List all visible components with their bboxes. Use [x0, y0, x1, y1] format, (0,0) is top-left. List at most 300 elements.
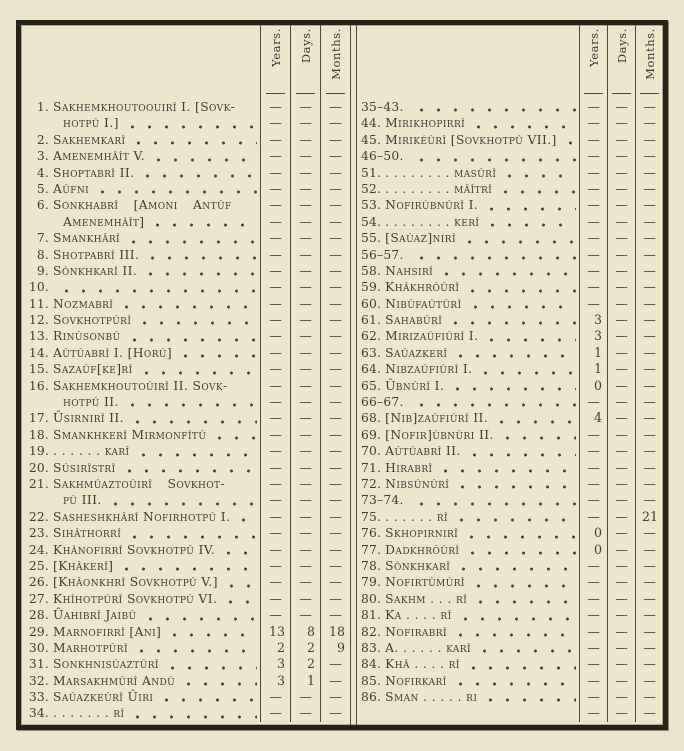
- entry-number: [21, 115, 49, 131]
- cell-months: —: [320, 132, 350, 148]
- entry-number: 25.: [28, 558, 49, 573]
- col-header-years-label: Years.: [268, 28, 283, 67]
- entry-name: Ûbnûrî I.: [385, 378, 445, 393]
- leader-dots: [474, 640, 576, 656]
- cell-months: —: [635, 542, 663, 558]
- table-row: [21, 328, 350, 344]
- entry-name: Khâ . . . . rî: [385, 657, 460, 672]
- cell-months: —: [635, 525, 663, 541]
- table-row: [357, 312, 663, 328]
- entry-name: pû III.: [63, 493, 102, 508]
- cell-months: —: [635, 263, 663, 279]
- entry-name: Hirabrî: [385, 460, 433, 475]
- cell-years: —: [260, 591, 290, 607]
- entry-number: 26.: [28, 575, 49, 590]
- cell-months: —: [320, 181, 350, 197]
- cell-years: —: [260, 214, 290, 230]
- table-row: [21, 115, 350, 131]
- cell-months: —: [635, 656, 663, 672]
- entry-name: Sonkhnisûaztûrî: [53, 657, 159, 672]
- table-row: [357, 99, 663, 115]
- leader-dots: [388, 705, 576, 721]
- right-table-rows: [357, 99, 663, 725]
- entry-name: A. . . . . . karî: [385, 640, 471, 655]
- table-row: [357, 542, 663, 558]
- table-row: [357, 165, 663, 181]
- table-row: [21, 345, 350, 361]
- entry-number: 33.: [28, 690, 49, 705]
- cell-months: —: [635, 115, 663, 131]
- cell-years: 3: [579, 328, 607, 344]
- cell-days: —: [290, 705, 320, 721]
- entry-number: [357, 705, 381, 721]
- entry-name: . . . . . . . . kerî: [385, 214, 480, 229]
- entry-number: 51.: [361, 165, 382, 180]
- cell-years: 3: [260, 656, 290, 672]
- entry-number: 73–74.: [361, 493, 404, 508]
- leader-dots: [436, 263, 576, 279]
- leader-dots: [156, 689, 257, 705]
- cell-months: —: [320, 99, 350, 115]
- leader-dots: [450, 345, 576, 361]
- cell-months: —: [635, 624, 663, 640]
- cell-days: —: [607, 279, 635, 295]
- header-rule: [266, 93, 285, 94]
- table-row: [357, 476, 663, 492]
- cell-days: —: [290, 394, 320, 410]
- cell-days: —: [607, 361, 635, 377]
- left-table-rows: [21, 99, 350, 725]
- entry-number: 4.: [36, 165, 49, 180]
- cell-months: —: [320, 705, 350, 721]
- entry-number: 70.: [361, 444, 382, 459]
- table-row: [21, 542, 350, 558]
- entry-name: Mirikhopirrî: [385, 116, 466, 131]
- left-table-header: [21, 25, 350, 99]
- leader-dots: [411, 99, 576, 115]
- cell-days: —: [607, 230, 635, 246]
- leader-dots: [411, 148, 576, 164]
- leader-dots: [452, 476, 576, 492]
- cell-years: —: [260, 492, 290, 508]
- cell-years: 13: [260, 624, 290, 640]
- entry-name: [49, 279, 53, 295]
- table-row: [357, 247, 663, 263]
- entry-number: 19.: [28, 444, 49, 459]
- entry-name: [Khâonkhrî Sovkhotpû V.]: [53, 575, 218, 590]
- leader-dots: [92, 181, 257, 197]
- table-row: [21, 165, 350, 181]
- leader-dots: [411, 492, 576, 508]
- cell-months: —: [635, 558, 663, 574]
- cell-days: —: [607, 492, 635, 508]
- cell-days: —: [290, 378, 320, 394]
- cell-years: —: [260, 427, 290, 443]
- entry-name: Nofirabrî: [385, 624, 447, 639]
- table-row: [21, 181, 350, 197]
- entry-name: Sman . . . . . ri: [385, 690, 478, 705]
- cell-months: —: [320, 525, 350, 541]
- entry-number: 11.: [28, 296, 49, 311]
- cell-days: —: [607, 197, 635, 213]
- cell-days: —: [607, 312, 635, 328]
- leader-dots: [495, 181, 576, 197]
- entry-name: Nofirûbnûrî I.: [385, 198, 479, 213]
- cell-days: —: [607, 115, 635, 131]
- leader-dots: [459, 230, 576, 246]
- leader-dots: [142, 247, 257, 263]
- leader-dots: [233, 509, 257, 525]
- cell-years: 2: [260, 640, 290, 656]
- table-row: [21, 673, 350, 689]
- cell-months: —: [635, 132, 663, 148]
- entry-name: [Nofir]ûbnûri II.: [385, 427, 494, 442]
- cell-days: —: [290, 345, 320, 361]
- cell-years: —: [579, 607, 607, 623]
- entry-number: 9.: [36, 263, 49, 278]
- cell-months: —: [635, 591, 663, 607]
- leader-dots: [136, 361, 257, 377]
- entry-name: [404, 247, 408, 263]
- entry-name: Sakhm . . . rî: [385, 591, 468, 606]
- entry-name: [Nib]zaûfiûrî II.: [385, 411, 489, 426]
- entry-number: 31.: [28, 657, 49, 672]
- table-row: [21, 148, 350, 164]
- table-row: [21, 99, 350, 115]
- cell-years: —: [260, 197, 290, 213]
- entry-name: hotpû I.]: [63, 116, 119, 131]
- entry-name: [404, 148, 408, 164]
- entry-number: 79.: [361, 575, 382, 590]
- cell-days: —: [290, 509, 320, 525]
- leader-dots: [491, 410, 576, 426]
- entry-number: 7.: [36, 231, 49, 246]
- cell-days: —: [607, 263, 635, 279]
- entry-name: Sônkhkarî II.: [53, 263, 138, 278]
- cell-months: —: [635, 99, 663, 115]
- cell-months: —: [635, 492, 663, 508]
- leader-dots: [475, 361, 576, 377]
- entry-name: Ûsirnirî II.: [53, 411, 124, 426]
- cell-years: 1: [579, 361, 607, 377]
- cell-years: —: [579, 558, 607, 574]
- cell-years: 1: [579, 345, 607, 361]
- leader-dots: [175, 345, 257, 361]
- leader-dots: [453, 558, 576, 574]
- leader-dots: [127, 410, 257, 426]
- cell-years: —: [579, 656, 607, 672]
- leader-dots: [481, 197, 576, 213]
- entry-number: 34.: [28, 706, 49, 721]
- entry-number: 80.: [361, 591, 382, 606]
- cell-years: —: [260, 312, 290, 328]
- cell-days: —: [290, 558, 320, 574]
- entry-number: 46–50.: [361, 149, 404, 164]
- cell-months: —: [320, 378, 350, 394]
- cell-months: —: [320, 263, 350, 279]
- cell-months: —: [320, 115, 350, 131]
- entry-number: 62.: [361, 329, 382, 344]
- table-row: [357, 345, 663, 361]
- table-row: [21, 492, 350, 508]
- cell-months: —: [320, 689, 350, 705]
- cell-days: —: [607, 542, 635, 558]
- cell-days: —: [607, 689, 635, 705]
- cell-years: —: [579, 673, 607, 689]
- cell-years: —: [579, 99, 607, 115]
- table-row: [21, 640, 350, 656]
- cell-days: —: [290, 443, 320, 459]
- header-rule: [296, 93, 315, 94]
- cell-days: 2: [290, 656, 320, 672]
- cell-months: —: [635, 574, 663, 590]
- cell-years: —: [260, 361, 290, 377]
- cell-months: —: [320, 509, 350, 525]
- leader-dots: [133, 443, 258, 459]
- entry-name: Marhotpûrî: [53, 640, 128, 655]
- cell-months: —: [320, 165, 350, 181]
- entry-number: 35–43.: [361, 100, 404, 114]
- cell-days: —: [290, 115, 320, 131]
- entry-name: Amenemhâît V.: [53, 149, 145, 164]
- entry-name: Sônkhkarî: [385, 558, 451, 573]
- entry-name: Khîhotpûrî Sovkhotpû VI.: [53, 591, 218, 606]
- cell-days: —: [607, 247, 635, 263]
- entry-number: 5.: [36, 181, 49, 196]
- cell-months: —: [320, 443, 350, 459]
- cell-months: —: [635, 148, 663, 164]
- cell-years: —: [260, 705, 290, 721]
- cell-days: —: [607, 148, 635, 164]
- table-row: [21, 509, 350, 525]
- cell-years: —: [579, 279, 607, 295]
- cell-months: —: [320, 427, 350, 443]
- entry-number: 12.: [28, 313, 49, 328]
- leader-dots: [209, 427, 257, 443]
- cell-months: —: [320, 345, 350, 361]
- table-row: [21, 312, 350, 328]
- cell-days: —: [290, 197, 320, 213]
- cell-years: —: [579, 492, 607, 508]
- entry-number: 85.: [361, 673, 382, 688]
- cell-years: —: [260, 99, 290, 115]
- entry-name: Sihâthorrî: [53, 526, 122, 541]
- leader-dots: [124, 525, 257, 541]
- entry-number: 8.: [36, 247, 49, 262]
- leader-dots: [451, 509, 576, 525]
- cell-months: —: [320, 197, 350, 213]
- entry-name: Sazaûf[ke]rî: [53, 362, 133, 377]
- entry-name: Skhopirnirî: [385, 526, 459, 541]
- table-row: [21, 197, 350, 213]
- entry-name: Nahsirî: [385, 263, 434, 278]
- col-header-months-label: Months.: [328, 28, 343, 80]
- entry-number: 68.: [361, 411, 382, 426]
- leader-dots: [238, 99, 257, 115]
- cell-years: —: [260, 607, 290, 623]
- entry-name: [381, 705, 385, 721]
- entry-number: 24.: [28, 542, 49, 557]
- cell-years: —: [260, 263, 290, 279]
- name-column-header-empty: [21, 25, 260, 99]
- cell-days: —: [607, 705, 635, 721]
- entry-number: 27.: [28, 591, 49, 606]
- leader-dots: [127, 705, 257, 721]
- entry-name: Nibsûnûrî: [385, 476, 450, 491]
- entry-number: 66–67.: [361, 395, 404, 410]
- cell-days: —: [607, 410, 635, 426]
- leader-dots: [450, 624, 576, 640]
- entry-number: 32.: [28, 673, 49, 688]
- leader-dots: [482, 214, 576, 230]
- entry-number: 22.: [28, 509, 49, 524]
- leader-dots: [560, 132, 576, 148]
- cell-months: —: [635, 476, 663, 492]
- cell-years: —: [579, 197, 607, 213]
- entry-number: 58.: [361, 263, 382, 278]
- cell-days: —: [290, 525, 320, 541]
- entry-number: 71.: [361, 460, 382, 475]
- cell-months: —: [320, 460, 350, 476]
- entry-name: Sakhemkhoutoûirî II. Sovk-: [53, 378, 228, 393]
- cell-years: —: [579, 247, 607, 263]
- cell-months: —: [635, 607, 663, 623]
- cell-months: —: [635, 673, 663, 689]
- cell-months: —: [635, 296, 663, 312]
- leader-dots: [122, 115, 257, 131]
- header-rule: [326, 93, 345, 94]
- cell-days: —: [607, 673, 635, 689]
- leader-dots: [116, 296, 257, 312]
- entry-name: Shotpabrî III.: [53, 247, 140, 262]
- entry-name: Amenemhâît]: [63, 214, 145, 229]
- entry-number: 13.: [28, 329, 49, 344]
- leader-dots: [435, 460, 576, 476]
- cell-months: 18: [320, 624, 350, 640]
- cell-months: —: [635, 279, 663, 295]
- leader-dots: [464, 443, 576, 459]
- cell-days: —: [607, 132, 635, 148]
- table-row: [357, 640, 663, 656]
- cell-months: —: [635, 394, 663, 410]
- cell-days: —: [290, 328, 320, 344]
- cell-months: —: [320, 410, 350, 426]
- entry-number: 20.: [28, 460, 49, 475]
- table-row: [21, 705, 350, 721]
- cell-months: —: [635, 640, 663, 656]
- cell-years: —: [260, 378, 290, 394]
- table-row: [21, 656, 350, 672]
- table-row: [21, 591, 350, 607]
- entry-name: Saûazkerî: [385, 345, 448, 360]
- table-row: [21, 378, 350, 394]
- entry-name: Mirikéûrî [Sovkhotpû VII.]: [385, 132, 557, 147]
- cell-years: —: [579, 574, 607, 590]
- cell-months: —: [635, 312, 663, 328]
- entry-name: . . . . . . . rî: [53, 706, 125, 721]
- col-header-days: [290, 25, 320, 99]
- cell-years: —: [579, 476, 607, 492]
- entry-name: hotpû II.: [63, 395, 119, 410]
- cell-months: —: [635, 197, 663, 213]
- table-row: [21, 214, 350, 230]
- table-row: [357, 525, 663, 541]
- cell-years: —: [260, 525, 290, 541]
- cell-months: —: [635, 361, 663, 377]
- cell-days: —: [607, 345, 635, 361]
- entry-number: 29.: [28, 624, 49, 639]
- table-row: [357, 656, 663, 672]
- cell-days: —: [290, 607, 320, 623]
- entry-name: Dadkhrôûrî: [385, 542, 460, 557]
- entry-name: [404, 394, 408, 410]
- cell-years: —: [579, 705, 607, 721]
- leader-dots: [119, 460, 257, 476]
- cell-years: —: [260, 558, 290, 574]
- cell-years: 4: [579, 410, 607, 426]
- leader-dots: [220, 591, 257, 607]
- entry-name: Khânofirrî Sovkhotpû IV.: [53, 542, 216, 557]
- name-column-header-empty: [357, 25, 579, 99]
- entry-number: 69.: [361, 427, 382, 442]
- cell-months: —: [635, 378, 663, 394]
- table-row: [21, 263, 350, 279]
- entry-name: Nibûfaûtûrî: [385, 296, 462, 311]
- header-rule: [612, 93, 631, 94]
- cell-days: —: [607, 460, 635, 476]
- entry-number: 83.: [361, 640, 382, 655]
- entry-name: Smankhârî: [53, 231, 121, 246]
- cell-years: —: [579, 460, 607, 476]
- cell-days: —: [607, 574, 635, 590]
- cell-days: —: [290, 591, 320, 607]
- entry-number: 75.: [361, 509, 382, 524]
- table-row: [357, 181, 663, 197]
- table-row: [357, 263, 663, 279]
- cell-days: —: [290, 247, 320, 263]
- table-row: [357, 427, 663, 443]
- table-frame: [16, 20, 668, 730]
- leader-dots: [468, 115, 576, 131]
- leader-dots: [131, 640, 257, 656]
- cell-months: —: [320, 656, 350, 672]
- entry-number: 86.: [361, 690, 382, 705]
- cell-days: —: [290, 214, 320, 230]
- cell-months: —: [320, 476, 350, 492]
- cell-months: —: [635, 705, 663, 721]
- entry-name: Marsakhmûrî Andû: [53, 673, 176, 688]
- entry-name: [Saûaz]nirî: [385, 231, 456, 246]
- cell-years: —: [579, 165, 607, 181]
- table-row: [357, 705, 663, 721]
- table-row: [357, 214, 663, 230]
- cell-years: —: [260, 394, 290, 410]
- entry-number: 56–57.: [361, 247, 404, 262]
- leader-dots: [461, 525, 576, 541]
- cell-years: —: [260, 328, 290, 344]
- entry-name: Shoptabrî II.: [53, 165, 135, 180]
- table-row: [357, 378, 663, 394]
- table-row: [357, 410, 663, 426]
- table-row: [357, 624, 663, 640]
- entry-number: 76.: [361, 526, 382, 541]
- cell-days: —: [607, 165, 635, 181]
- entry-name: Mirizaûfiûrî I.: [385, 329, 479, 344]
- entry-number: 84.: [361, 657, 382, 672]
- cell-days: —: [290, 312, 320, 328]
- cell-months: —: [635, 181, 663, 197]
- entry-name: Aûfni: [53, 181, 90, 196]
